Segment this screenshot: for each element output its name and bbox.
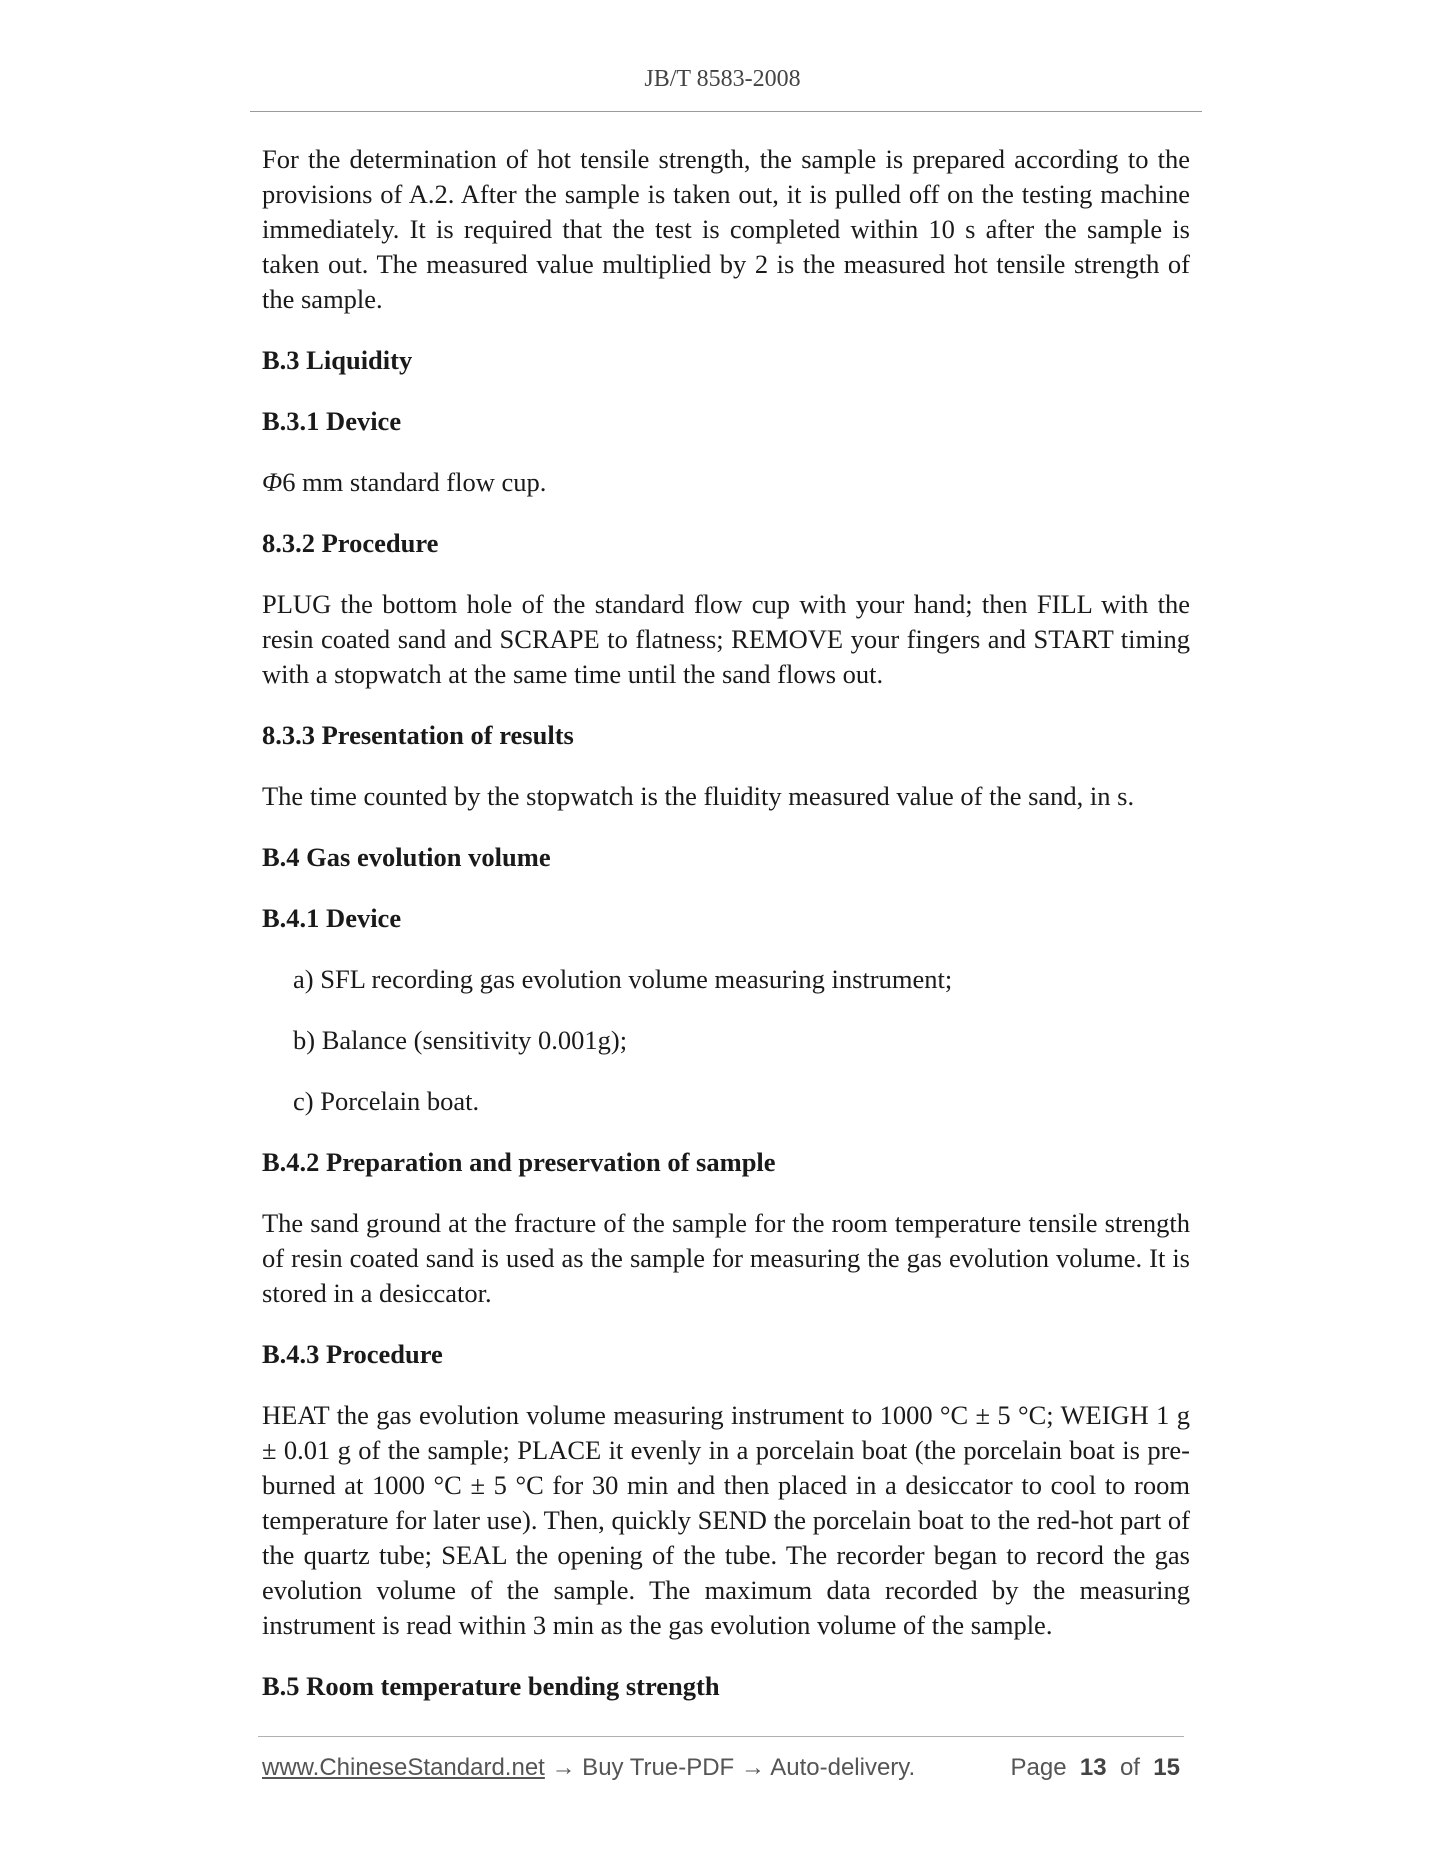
heading-b41-device: B.4.1 Device: [262, 903, 402, 933]
flow-cup-text: 6 mm standard flow cup.: [282, 467, 547, 497]
heading-b42-preparation: B.4.2 Preparation and preservation of sample: [262, 1147, 776, 1177]
page-footer: [262, 1754, 1180, 1786]
page-content: [262, 142, 1190, 1730]
document-code-header: JB/T 8583-2008: [644, 66, 801, 92]
heading-b5-bending: B.5 Room temperature bending strength: [262, 1671, 720, 1701]
paragraph-hot-tensile: For the determination of hot tensile strength, the sample is prepared according to the provisions of A.2. After the sample is taken out, it is pulled off on the testing machine immediately. It is required that the test is completed within 10 s after the sample is taken out. The measured value multiplied by 2 is the measured hot tensile strength of the sample.: [262, 144, 1190, 314]
paragraph-results: The time counted by the stopwatch is the fluidity measured value of the sand, in s.: [262, 781, 1135, 811]
page-total: 15: [1153, 1754, 1180, 1781]
heading-b31-device: B.3.1 Device: [262, 406, 402, 436]
footer-promo: [262, 1754, 915, 1782]
footer-promo-text: → Buy True-PDF → Auto-delivery.: [544, 1754, 916, 1781]
header-divider: [250, 111, 1202, 112]
list-item: b) Balance (sensitivity 0.001g);: [293, 1025, 628, 1055]
paragraph-gas-procedure: HEAT the gas evolution volume measuring instrument to 1000 °C ± 5 °C; WEIGH 1 g ± 0.01 g of the sample; PLACE it evenly in a porcelain boat (the porcelain boat is pre-burned at 1000 °C ± 5 °C for 30 min and then placed in a desiccator to cool to room temperature for later use). Then, quickly SEND the porcelain boat to the red-hot part of the quartz tube; SEAL the opening of the tube. The recorder began to record the gas evolution volume of the sample. The maximum data recorded by the measuring instrument is read within 3 min as the gas evolution volume of the sample.: [262, 1400, 1190, 1640]
footer-divider: [258, 1736, 1184, 1737]
heading-b4-gas-evolution: B.4 Gas evolution volume: [262, 842, 551, 872]
phi-symbol: Φ: [262, 467, 283, 497]
page-of-label: of: [1119, 1754, 1140, 1781]
heading-b3-liquidity: B.3 Liquidity: [262, 345, 413, 375]
list-item: c) Porcelain boat.: [293, 1086, 480, 1116]
page-number: [1010, 1754, 1180, 1782]
paragraph-flow-cup: [262, 465, 1190, 500]
heading-832-procedure: 8.3.2 Procedure: [262, 528, 439, 558]
website-link[interactable]: www.ChineseStandard.net: [262, 1754, 545, 1781]
heading-833-results: 8.3.3 Presentation of results: [262, 720, 574, 750]
paragraph-preparation: The sand ground at the fracture of the sample for the room temperature tensile strength of resin coated sand is used as the sample for measuring the gas evolution volume. It is stored in a desiccator.: [262, 1208, 1190, 1308]
paragraph-flow-procedure: PLUG the bottom hole of the standard flow cup with your hand; then FILL with the resin coated sand and SCRAPE to flatness; REMOVE your fingers and START timing with a stopwatch at the same time until the sand flows out.: [262, 589, 1190, 689]
list-item: a) SFL recording gas evolution volume measuring instrument;: [293, 964, 953, 994]
page-current: 13: [1079, 1754, 1107, 1781]
page-label: Page: [1010, 1754, 1067, 1781]
heading-b43-procedure: B.4.3 Procedure: [262, 1339, 443, 1369]
